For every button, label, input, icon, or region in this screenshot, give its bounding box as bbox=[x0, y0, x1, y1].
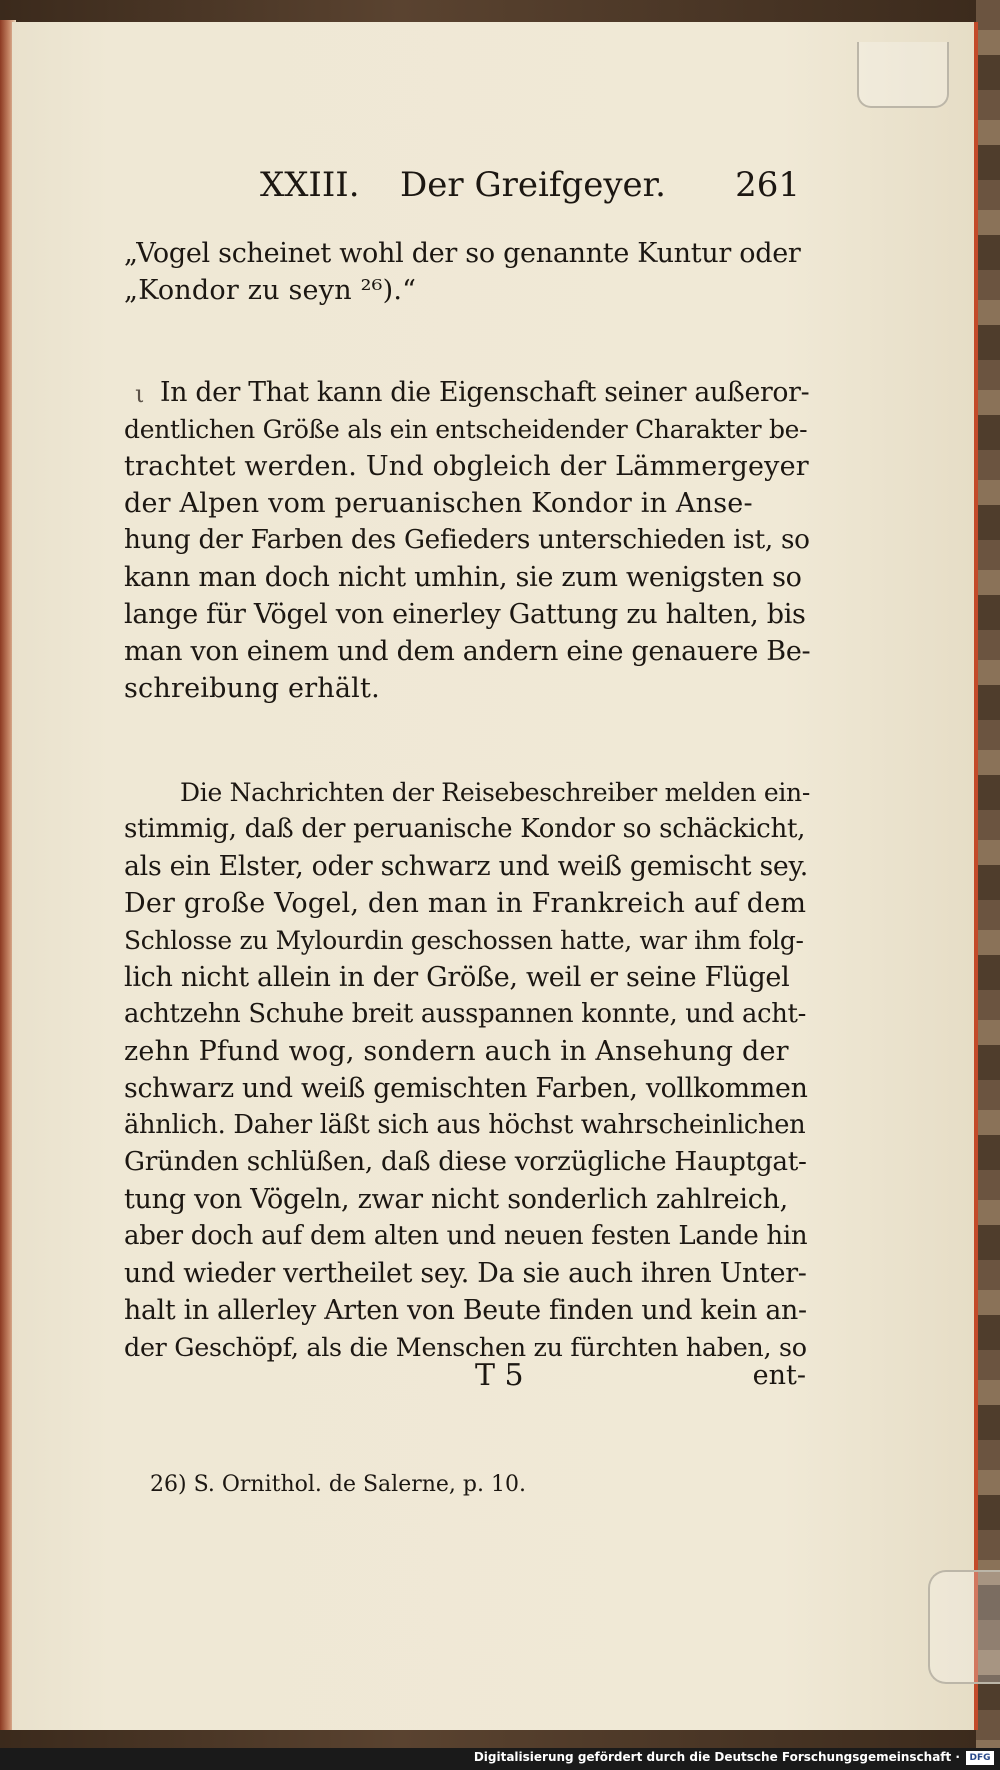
text-line: aber doch auf dem alten und neuen festen Lande hin bbox=[124, 1221, 808, 1251]
text-line: „Kondor zu seyn ²⁶).“ bbox=[124, 275, 417, 306]
text-line: der Geschöpf, als die Menschen zu fürchten haben, so bbox=[124, 1332, 807, 1362]
text-line: achtzehn Schuhe breit ausspannen konnte, und acht- bbox=[124, 999, 807, 1029]
page-number: 261 bbox=[735, 165, 800, 205]
catchword: ent- bbox=[752, 1360, 806, 1391]
text-line: lich nicht allein in der Größe, weil er seine Flügel bbox=[124, 962, 790, 993]
quote-block bbox=[124, 235, 808, 309]
text-line: halt in allerley Arten von Beute finden und kein an- bbox=[124, 1295, 807, 1326]
digitization-footer bbox=[0, 1748, 1000, 1770]
text-line: als ein Elster, oder schwarz und weiß gemischt sey. bbox=[124, 851, 808, 882]
text-line: Der große Vogel, den man in Frankreich auf dem bbox=[124, 888, 807, 919]
text-line: hung der Farben des Gefieders unterschieden ist, so bbox=[124, 525, 810, 555]
text-line: ähnlich. Daher läßt sich aus höchst wahrscheinlichen bbox=[124, 1110, 806, 1140]
signature-mark: T 5 bbox=[475, 1358, 524, 1393]
text-line: trachtet werden. Und obgleich der Lämmergeyer bbox=[124, 451, 809, 482]
page-clip-bottom bbox=[928, 1570, 1000, 1684]
dfg-logo: DFG bbox=[966, 1751, 994, 1765]
paragraph-2 bbox=[124, 774, 808, 1366]
text-line: der Alpen vom peruanischen Kondor in Anse- bbox=[124, 488, 753, 519]
book-cover-edge bbox=[976, 0, 1000, 1770]
paragraph-1 bbox=[124, 374, 811, 707]
text-line: und wieder vertheilet sey. Da sie auch ihren Unter- bbox=[124, 1258, 807, 1289]
text-line: schreibung erhält. bbox=[124, 673, 380, 704]
chapter-title: Der Greifgeyer. bbox=[400, 165, 666, 205]
text-line: Schlosse zu Mylourdin geschossen hatte, war ihm folg- bbox=[124, 926, 804, 955]
text-line: dentlichen Größe als ein entscheidender Charakter be- bbox=[124, 415, 808, 444]
margin-mark: ι bbox=[135, 380, 145, 408]
text-line: kann man doch nicht umhin, sie zum wenigsten so bbox=[124, 562, 802, 593]
text-line: man von einem und dem andern eine genauere Be- bbox=[124, 636, 811, 667]
text-line: Gründen schlüßen, daß diese vorzügliche Hauptgat- bbox=[124, 1147, 807, 1177]
text-line: Die Nachrichten der Reisebeschreiber melden ein- bbox=[180, 778, 810, 807]
footer-credit: Digitalisierung gefördert durch die Deutsche Forschungsgemeinschaft · bbox=[473, 1750, 960, 1764]
text-line: lange für Vögel von einerley Gattung zu halten, bis bbox=[124, 599, 806, 630]
text-line: „Vogel scheinet wohl der so genannte Kuntur oder bbox=[124, 238, 801, 269]
footnote: 26) S. Ornithol. de Salerne, p. 10. bbox=[150, 1472, 526, 1497]
chapter-number: XXIII. bbox=[260, 165, 360, 205]
text-line: schwarz und weiß gemischten Farben, vollkommen bbox=[124, 1073, 808, 1104]
text-line: zehn Pfund wog, sondern auch in Ansehung der bbox=[124, 1036, 789, 1067]
text-line: tung von Vögeln, zwar nicht sonderlich zahlreich, bbox=[124, 1184, 788, 1215]
text-line: In der That kann die Eigenschaft seiner außeror- bbox=[160, 377, 810, 408]
running-header bbox=[260, 165, 800, 215]
page-clip-top bbox=[857, 42, 949, 108]
text-line: stimmig, daß der peruanische Kondor so schäckicht, bbox=[124, 814, 806, 844]
